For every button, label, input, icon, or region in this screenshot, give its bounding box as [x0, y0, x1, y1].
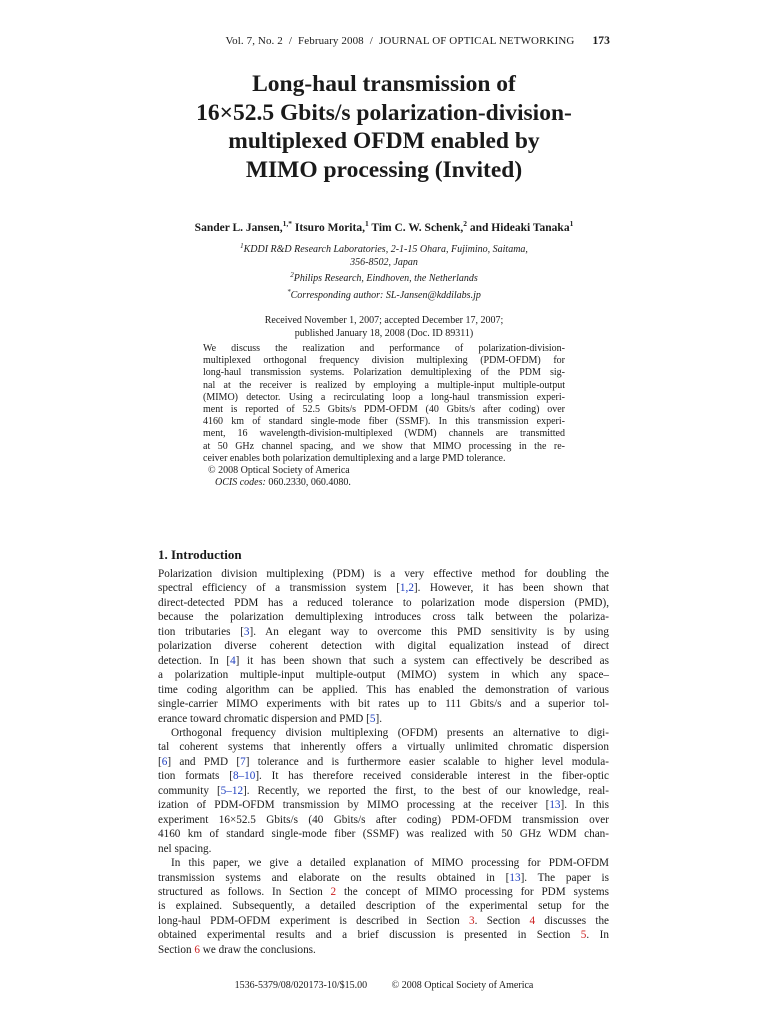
body-text-run: a polarization multiple-input multiple-output (MIMO) system in which any space– [158, 669, 609, 682]
author-affiliation-mark: 1 [364, 219, 369, 228]
body-text-run: we draw the conclusions. [199, 943, 316, 956]
citation-link[interactable]: 5–12 [220, 784, 244, 797]
received-dates: Received November 1, 2007; accepted December 17, 2007; [264, 315, 504, 326]
body-text-run: obtained experimental results and a brief discussion is presented in Section [158, 929, 581, 942]
citation-link[interactable]: 7 [240, 755, 246, 768]
ocis-codes [203, 477, 565, 489]
body-line [158, 610, 609, 624]
body-line [158, 842, 609, 856]
body-text-run: spectral efficiency of a transmission system [ [158, 582, 400, 595]
abstract-line: We discuss the realization and performance of polarization-division- [203, 343, 565, 354]
issn-price-code: 1536-5379/08/020173-10/$15.00 [234, 980, 368, 991]
body-line [158, 668, 609, 682]
paragraph [158, 726, 609, 856]
section-link[interactable]: 2 [330, 885, 337, 898]
body-text-run: ] tolerance and is furthermore easier scalable to higher level modula- [245, 755, 609, 768]
body-text-run: ] it has been shown that such a system can effectively be described as [235, 654, 609, 667]
paper-title [0, 70, 768, 184]
body-text-run: . In [586, 929, 609, 942]
author-name: Itsuro Morita, [294, 222, 365, 234]
abstract-copyright: © 2008 Optical Society of America [208, 465, 350, 477]
body-line [158, 813, 609, 827]
body-line [158, 914, 609, 928]
body-text-run: ]. The paper is [520, 871, 609, 884]
abstract-line: nal at the receiver is realized by employing a multiple-input multiple-output [203, 379, 565, 391]
body-text-run: tion tributaries [ [158, 625, 244, 638]
page-footer [0, 980, 768, 991]
body-line [158, 740, 609, 754]
body-line [158, 726, 609, 740]
section-heading: 1. Introduction [158, 547, 242, 562]
body-text-run: detection. In [ [158, 654, 231, 667]
author-name: Sander L. Jansen, [194, 222, 283, 234]
citation-link[interactable]: 3 [243, 625, 250, 638]
body-line [158, 899, 609, 913]
body-line [158, 596, 609, 610]
body-line [158, 755, 609, 769]
body-line [158, 885, 609, 899]
affiliation-line [0, 269, 768, 285]
abstract-line: 4160 km of standard single-mode fiber (SSMF). In this transmission experi- [203, 416, 565, 428]
body-text-run: ]. Recently, we reported the first, to the best of our knowledge, real- [243, 784, 609, 797]
citation-link[interactable]: 8–10 [232, 770, 256, 783]
body-line [158, 625, 609, 639]
body-text-run: ]. However, it has been shown that [413, 582, 609, 595]
body-line [158, 639, 609, 653]
body-text-run: experiment 16×52.5 Gbits/s (40 Gbits/s after coding) PDM-OFDM transmission over [158, 813, 609, 826]
separator: / [369, 35, 373, 47]
affiliation-mark: 1 [240, 242, 244, 250]
abstract-line: ment is reported of 52.5 Gbits/s PDM-OFDM (40 Gbits/s after coding) over [203, 404, 565, 416]
body-text-run: Section [158, 943, 195, 956]
citation-link[interactable]: 6 [161, 755, 168, 768]
author-affiliation-mark: 1 [569, 219, 574, 228]
body-text-run: community [ [158, 784, 221, 797]
body-text [158, 567, 609, 957]
body-line [158, 827, 609, 841]
published-date: published January 18, 2008 (Doc. ID 89311) [294, 328, 474, 340]
body-text-run: ]. [375, 712, 382, 725]
body-text-run: tion formats [ [158, 770, 233, 783]
body-text-run: ization of PDM-OFDM transmission by MIMO processing at the receiver [ [158, 799, 550, 812]
body-text-run: In this paper, we give a detailed explanation of MIMO processing for PDM-OFDM [171, 857, 609, 870]
running-head [0, 35, 610, 47]
corresponding-author [0, 286, 768, 302]
corresponding-author-text: Corresponding author: SL-Jansen@kddilabs.jp [290, 289, 481, 301]
citation-link[interactable]: 4 [230, 654, 236, 667]
title-line: 16×52.5 Gbits/s polarization-division- [196, 99, 572, 126]
volume-issue: Vol. 7, No. 2 [225, 35, 283, 47]
abstract-line: ceiver enables both polarization demultiplexing and a large PMD tolerance. [203, 452, 506, 464]
body-text-run: time coding algorithm can be applied. This has enabled the demonstration of various [158, 683, 609, 696]
body-line [158, 943, 609, 957]
separator: / [288, 35, 293, 47]
body-text-run: ] and PMD [ [167, 755, 241, 768]
citation-link[interactable]: 5 [369, 712, 376, 725]
body-line [158, 712, 609, 726]
affiliation-text: Philips Research, Eindhoven, the Netherlands [293, 273, 478, 285]
ocis-values: 060.2330, 060.4080. [268, 477, 351, 489]
paragraph [158, 567, 609, 726]
section-link[interactable]: 6 [194, 943, 200, 956]
abstract-text [203, 343, 565, 465]
body-text-run: the concept of MIMO processing for PDM systems [336, 885, 609, 898]
affiliations [0, 240, 768, 302]
footer-copyright: © 2008 Optical Society of America [391, 980, 534, 991]
body-line [158, 856, 609, 870]
body-line [158, 697, 609, 711]
author-name: Hideaki Tanaka [491, 222, 570, 234]
title-line: MIMO processing (Invited) [245, 156, 523, 183]
body-text-run: because the polarization demultiplexing introduces cross talk between the polariza- [158, 611, 609, 624]
body-text-run: is explained. Subsequently, a detailed description of the experimental setup for the [158, 900, 609, 913]
citation-link[interactable]: 13 [549, 799, 561, 812]
body-text-run: direct-detected PDM has a reduced tolerance to polarization mode dispersion (PMD), [158, 596, 609, 609]
body-text-run: 4160 km of standard single-mode fiber (SSMF) was realized with 50 GHz WDM chan- [158, 828, 609, 841]
ocis-label: OCIS codes: [215, 477, 266, 489]
body-text-run: ]. It has therefore received considerable interest in the fiber-optic [255, 770, 609, 783]
journal-name: JOURNAL OF OPTICAL NETWORKING [378, 35, 575, 47]
abstract-line: at 50 GHz channel spacing, and we show that MIMO processing in the re- [203, 440, 565, 452]
paragraph [158, 856, 609, 957]
body-text-run: tal coherent systems that inherently offers a virtually unlimited chromatic dispersion [158, 741, 609, 754]
body-line [158, 567, 609, 581]
body-line [158, 798, 609, 812]
section-link[interactable]: 3 [469, 914, 475, 927]
body-text-run: polarization diverse coherent detection with digital equalization instead of direct [158, 640, 609, 653]
author-affiliation-mark: 1,* [282, 219, 293, 228]
affiliation-mark: 2 [290, 271, 294, 280]
affiliation-text: KDDI R&D Research Laboratories, 2-1-15 Ohara, Fujimino, Saitama, [243, 244, 528, 255]
author-list [0, 219, 768, 234]
publication-history [0, 314, 768, 340]
body-text-run: ]. An elegant way to overcome this PMD sensitivity is by using [249, 625, 609, 638]
body-text-run: structured as follows. In Section [158, 885, 331, 898]
section-link[interactable]: 5 [580, 929, 587, 942]
body-line [158, 683, 609, 697]
abstract-line: long-haul transmission systems. Polarization demultiplexing of the PDM sig- [203, 367, 565, 379]
body-line [158, 928, 609, 942]
body-text-run: erance toward chromatic dispersion and PMD [ [158, 712, 370, 725]
affiliation-mark: * [287, 287, 291, 296]
section-link[interactable]: 4 [529, 914, 536, 927]
body-text-run: ]. In this [560, 799, 609, 812]
author-name: Tim C. W. Schenk, [371, 222, 464, 234]
body-text-run: Orthogonal frequency division multiplexing (OFDM) presents an alternative to digi- [171, 726, 609, 739]
body-text-run: . Section [474, 914, 530, 927]
body-text-run: nel spacing. [158, 842, 212, 855]
title-line: Long-haul transmission of [252, 71, 516, 97]
issue-date: February 2008 [298, 35, 364, 47]
author-conjunction: and [469, 222, 489, 234]
abstract-line: multiplexed orthogonal frequency division multiplexing (PDM-OFDM) for [203, 355, 565, 367]
body-text-run: discusses the [535, 914, 610, 927]
body-line [158, 871, 609, 885]
affiliation-line: 356-8502, Japan [350, 257, 418, 269]
body-line [158, 654, 609, 668]
body-line [158, 784, 609, 798]
body-text-run: Polarization division multiplexing (PDM) is a very effective method for doubling the [158, 568, 609, 580]
abstract-line: ment, 16 wavelength-division-multiplexed (WDM) channels are transmitted [203, 428, 565, 440]
abstract [203, 343, 565, 489]
affiliation-line [0, 240, 768, 256]
author-affiliation-mark: 2 [463, 219, 467, 228]
body-text-run: [ [158, 755, 162, 768]
body-line [158, 769, 609, 783]
title-line: multiplexed OFDM enabled by [228, 128, 540, 154]
citation-link[interactable]: 13 [509, 871, 521, 884]
body-text-run: transmission systems and elaborate on the results obtained in [ [158, 871, 510, 884]
body-text-run: long-haul PDM-OFDM experiment is described in Section [158, 914, 470, 927]
page-number: 173 [592, 35, 610, 47]
body-line [158, 581, 609, 595]
body-text-run: single-carrier MIMO experiments with bit rates up to 111 Gbits/s and a superior tol- [158, 698, 609, 711]
abstract-line: (MIMO) detector. Using a recirculating loop a long-haul transmission experi- [203, 391, 565, 403]
citation-link[interactable]: 1,2 [399, 582, 414, 595]
